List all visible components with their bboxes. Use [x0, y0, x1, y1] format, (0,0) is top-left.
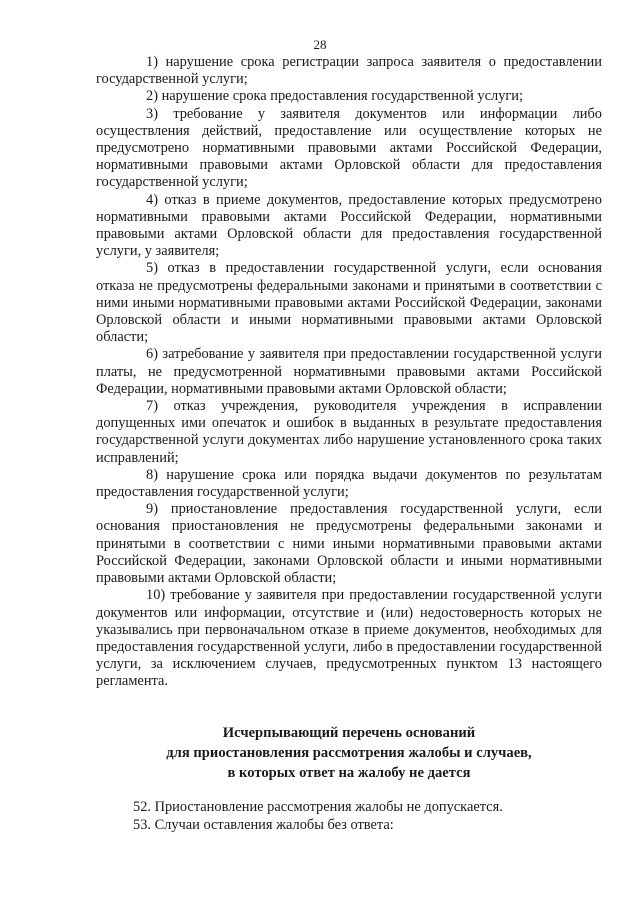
heading-line: в которых ответ на жалобу не дается: [227, 765, 471, 781]
heading-line: для приостановления рассмотрения жалобы и случаев,: [166, 745, 532, 761]
complaint-grounds-list: [96, 54, 602, 691]
list-item: 8) нарушение срока или порядка выдачи документов по результатам предоставления государственной услуги;: [96, 466, 602, 501]
list-item: 10) требование у заявителя при предоставлении государственной услуги документов или информации, отсутствие и (или) недостоверность которых не указывались при первоначальном отказе в приеме документов, необходимых для предоставления государственной услуги, либо в предоставлении государственной услуги, за исключением случаев, предусмотренных пунктом 13 настоящего регламента.: [96, 587, 602, 690]
list-item: 7) отказ учреждения, руководителя учреждения в исправлении допущенных ими опечаток и ошибок в выданных в результате предоставления государственной услуги документах либо нарушение установленного срока таких исправлений;: [96, 398, 602, 466]
paragraph-53: 53. Случаи оставления жалобы без ответа:: [133, 816, 394, 833]
list-item: 4) отказ в приеме документов, предоставление которых предусмотрено нормативными правовыми актами Российской Федерации, нормативными правовыми актами Орловской области для предоставления государственной услуги, у заявителя;: [96, 191, 602, 260]
section-heading: [96, 723, 602, 783]
heading-line: Исчерпывающий перечень оснований: [222, 725, 476, 741]
list-item: 1) нарушение срока регистрации запроса заявителя о предоставлении государственной услуги;: [96, 54, 602, 88]
list-item: 2) нарушение срока предоставления государственной услуги;: [146, 88, 523, 105]
paragraph-52: 52. Приостановление рассмотрения жалобы не допускается.: [133, 799, 503, 815]
list-item: 3) требование у заявителя документов или информации либо осуществления действий, предоставление или осуществление которых не предусмотрено нормативными правовыми актами Российской Федерации, нормативными правовыми актами Орловской области для предоставления государственной услуги;: [96, 105, 602, 191]
section-body: [96, 799, 602, 834]
list-item: 5) отказ в предоставлении государственной услуги, если основания отказа не предусмотрены федеральными законами и принятыми в соответствии с ними иными нормативными правовыми актами Российской Федерации, законами Орловской области и иными нормативными правовыми актами Орловской области;: [96, 260, 602, 346]
list-item: 6) затребование у заявителя при предоставлении государственной услуги платы, не предусмотренной нормативными правовыми актами Российской Федерации, нормативными правовыми актами Орловской области;: [96, 346, 602, 397]
page-number: 28: [313, 37, 327, 52]
list-item: 9) приостановление предоставления государственной услуги, если основания приостановления не предусмотрены федеральными законами и принятыми в соответствии с ними иными нормативными правовыми актами Российской Федерации, законами Орловской области и иными нормативными правовыми актами Орловской области;: [96, 501, 602, 587]
